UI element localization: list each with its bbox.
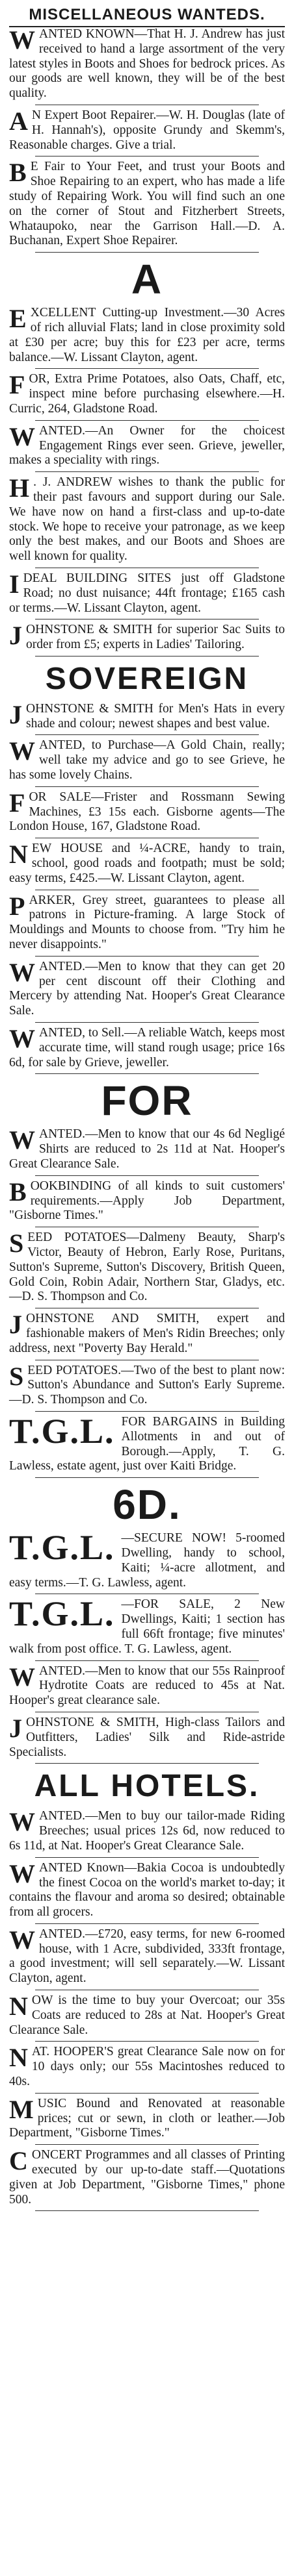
drop-cap: C — [9, 2146, 28, 2176]
ad-separator — [35, 252, 259, 253]
classified-ad — [9, 842, 285, 886]
tgl-mark: T.G.L. — [9, 1597, 115, 1634]
classified-column — [9, 0, 285, 2214]
classified-ad — [9, 891, 285, 953]
drop-cap: W — [9, 957, 35, 987]
ads-group-2 — [9, 306, 285, 657]
ad-separator — [35, 1022, 259, 1023]
drop-cap: F — [9, 370, 25, 400]
drop-cap: N — [9, 840, 28, 869]
classified-ad — [9, 306, 285, 365]
ad-text: ONCERT Programmes and all classes of Printing executed by our up-to-date staff.—Quotations given at Job Department, "Gisborne Times," phone 500. — [9, 2148, 285, 2207]
ad-text: ANTED KNOWN—That H. J. Andrew has just received to hand a large assortment of the very latest styles in Boots and Shoes for bedrock prices. As our goods are well known, they will be of the best quality. — [9, 27, 285, 101]
drop-cap: W — [9, 736, 35, 766]
ad-text: OHNSTONE AND SMITH, expert and fashionable makers of Men's Ridin Breeches; only address, next "Poverty Bay Herald." — [9, 1312, 285, 1355]
classified-ad — [9, 1664, 285, 1708]
drop-cap: H — [9, 473, 30, 503]
drop-cap: J — [9, 699, 22, 729]
banner-for: FOR — [101, 1077, 193, 1125]
ad-text: OR, Extra Prime Potatoes, also Oats, Chaff, etc, inspect mine before purchasing elsewhere.—H. Curric, 264, Gladstone Road. — [9, 372, 285, 416]
classified-ad — [9, 421, 285, 468]
classified-ad — [9, 1994, 285, 2038]
banner-6d: 6D. — [113, 1481, 181, 1529]
drop-cap: W — [9, 1662, 35, 1692]
drop-cap: W — [9, 25, 35, 55]
drop-cap: W — [9, 1807, 35, 1837]
ad-text: OHNSTONE & SMITH, High-class Tailors and Outfitters, Ladies' Silk and Ride-astride Specialists. — [9, 1715, 285, 1759]
ad-text: EW HOUSE and ¼-ACRE, handy to train, school, good roads and footpath; must be sold; easy terms, £425.—W. Lissant Clayton, agent. — [9, 842, 285, 885]
classified-ad — [9, 1179, 285, 1223]
drop-cap: W — [9, 1024, 35, 1054]
ad-text: USIC Bound and Renovated at reasonable prices; cut or sewn, in cloth or leather.—Job Department, "Gisborne Times." — [9, 2096, 285, 2140]
ad-separator — [35, 786, 259, 787]
classified-ad — [9, 738, 285, 782]
ad-separator — [35, 656, 259, 657]
tgl-ad-text: —FOR SALE, 2 New Dwellings, Kaiti; 1 section has full 66ft frontage; five minutes' walk from post office. T. G. Lawless, agent. — [9, 1597, 285, 1656]
ad-text: ANTED.—An Owner for the choicest Engagement Rings ever seen. Grieve, jeweller, makes a speciality with rings. — [9, 423, 285, 468]
drop-cap: B — [9, 158, 27, 188]
classified-ad — [9, 2148, 285, 2207]
ads-group-3 — [9, 699, 285, 1075]
ad-text: XCELLENT Cutting-up Investment.—30 Acres of rich alluvial Flats; land in close proximity sold at £30 per acre; buy this for £23 per acre, terms balance.—W. Lissant Clayton, agent. — [9, 306, 285, 364]
section-masthead: MISCELLANEOUS WANTEDS. — [29, 6, 265, 23]
ad-text: OOKBINDING of all kinds to suit customers' requirements.—Apply Job Department, "Gisborne Times." — [9, 1179, 285, 1223]
drop-cap: W — [9, 1858, 35, 1888]
drop-cap: W — [9, 421, 35, 451]
ad-separator — [35, 1073, 259, 1074]
tgl-ad-text: FOR BARGAINS in Building Allotments in and out of Borough.—Apply, T. G. Lawless, estate agent, just over Kaiti Bridge. — [9, 1414, 285, 1473]
ad-separator — [35, 2144, 259, 2145]
drop-cap: I — [9, 569, 20, 599]
ad-text: E Fair to Your Feet, and trust your Boots and Shoe Repairing to an expert, who has made a life study of Repairing Work. You will find such an one on the corner of Stout and Fitzherbert Streets, Whataupoko, near the Garrison Hall.—D. A. Buchanan, Expert Shoe Repairer. — [9, 160, 285, 248]
ad-text: ANTED.—Men to know that our 55s Rainproof Hydrotite Coats are reduced to 45s at Nat. Hooper's great clearance sale. — [9, 1664, 285, 1708]
classified-ad — [9, 957, 285, 1019]
classified-ad — [9, 571, 285, 616]
ad-text: ANTED, to Purchase—A Gold Chain, really; well take my advice and go to see Grieve, he has some lovely Chains. — [9, 738, 285, 782]
drop-cap: J — [9, 1713, 22, 1743]
ads-group-1 — [9, 27, 285, 253]
ad-text: . J. ANDREW wishes to thank the public for their past favours and support during our Sale. We have now on hand a first-class and up-to-date stock. We hope to receive your patronage, as we keep only the best makes, and our Boots and Shoes are well known for quality. — [9, 475, 285, 564]
ad-separator — [35, 2093, 259, 2094]
ad-text: ANTED.—Men to know that they can get 20 per cent discount off their Clothing and Mercery by attending Nat. Hooper's Great Clearance Sale. — [9, 959, 285, 1018]
ad-separator — [35, 1411, 259, 1412]
ad-separator — [35, 1660, 259, 1661]
tgl-ad-2 — [9, 1531, 285, 1590]
classified-ad — [9, 1858, 285, 1920]
ad-text: ANTED Known—Bakia Cocoa is undoubtedly the finest Cocoa on the world's market to-day; it contains the flavour and aroma so desired; obtainable from all grocers. — [9, 1860, 285, 1919]
ad-text: ANTED.—Men to know that our 4s 6d Negligé Shirts are reduced to 2s 11d at Nat. Hooper's Great Clearance Sale. — [9, 1127, 285, 1171]
tgl-ad-1 — [9, 1415, 285, 1474]
tgl-mark: T.G.L. — [9, 1414, 115, 1451]
ads-group-5 — [9, 1664, 285, 1764]
classified-ad — [9, 1809, 285, 1853]
drop-cap: S — [9, 1361, 24, 1391]
drop-cap: N — [9, 1992, 28, 2021]
ad-separator — [35, 2210, 259, 2211]
ad-text: ANTED.—Men to buy our tailor-made Riding Breeches; usual prices 12s 6d, now reduced to 6s 11d, at Nat. Hooper's Great Clearance Sale. — [9, 1809, 285, 1853]
ad-text: OW is the time to buy your Overcoat; our 35s Coats are reduced to 28s at Nat. Hooper's Great Clearance Sale. — [9, 1994, 285, 2037]
banner-sovereign: SOVEREIGN — [45, 661, 249, 696]
ads-group-6 — [9, 1809, 285, 2211]
drop-cap: W — [9, 1125, 35, 1155]
ad-text: OHNSTONE & SMITH for Men's Hats in every shade and colour; newest shapes and best value. — [26, 701, 285, 731]
classified-ad — [9, 1713, 285, 1760]
drop-cap: E — [9, 304, 27, 334]
ad-separator — [35, 956, 259, 957]
classified-ad — [9, 2094, 285, 2141]
banner-all-hotels: ALL HOTELS. — [34, 1769, 260, 1804]
ad-text: N Expert Boot Repairer.—W. H. Douglas (late of H. Hannah's), opposite Grundy and Skemm's, Reasonable charges. Give a trial. — [9, 108, 285, 152]
ad-text: ANTED.—£720, easy terms, for new 6-roomed house, with 1 Acre, subdivided, 333ft frontage, a good investment; will sell separately.—W. Lissant Clayton, agent. — [9, 1927, 285, 1986]
ads-group-4 — [9, 1127, 285, 1412]
classified-ad — [9, 1231, 285, 1305]
ad-text: ARKER, Grey street, guarantees to please all patrons in Picture-framing. A large Stock of Mouldings and Mounts to choose from. "Try him he never disappoints." — [9, 893, 285, 952]
classified-ad — [9, 790, 285, 834]
classified-ad — [9, 475, 285, 564]
ad-text: OHNSTONE & SMITH for superior Sac Suits to order from £5; experts in Ladies' Tailoring. — [26, 623, 285, 652]
classified-ad — [9, 27, 285, 101]
classified-ad — [9, 699, 285, 732]
classified-ad — [9, 1927, 285, 1986]
classified-ad — [9, 1127, 285, 1171]
drop-cap: N — [9, 2043, 28, 2073]
classified-ad — [9, 372, 285, 416]
tgl-ad-3 — [9, 1597, 285, 1657]
tgl-ad-text: —SECURE NOW! 5-roomed Dwelling, handy to school, Kaiti; ¼-acre allotment, and easy terms.—T. G. Lawless, agent. — [9, 1531, 285, 1590]
ad-separator — [35, 734, 259, 735]
tgl-mark: T.G.L. — [9, 1531, 115, 1568]
ad-separator — [35, 1175, 259, 1176]
ad-separator — [35, 2041, 259, 2042]
classified-ad — [9, 1026, 285, 1070]
drop-cap: A — [9, 106, 28, 136]
banner-a: A — [131, 256, 163, 303]
ad-separator — [35, 1763, 259, 1764]
classified-ad — [9, 1361, 285, 1408]
ad-separator — [35, 1477, 259, 1478]
drop-cap: F — [9, 788, 25, 818]
drop-cap: S — [9, 1229, 24, 1258]
ad-separator — [35, 420, 259, 421]
classified-ad — [9, 623, 285, 653]
ad-text: EED POTATOES.—Two of the best to plant now: Sutton's Abundance and Sutton's Early Supreme.—D. S. Thompson and Co. — [9, 1363, 285, 1407]
drop-cap: B — [9, 1177, 27, 1207]
drop-cap: J — [9, 1310, 22, 1340]
ad-text: ANTED, to Sell.—A reliable Watch, keeps most accurate time, will stand rough usage; price 16s 6d, for sale by Grieve, jeweller. — [9, 1026, 285, 1069]
drop-cap: J — [9, 621, 22, 651]
ad-text: EED POTATOES—Dalmeny Beauty, Sharp's Victor, Beauty of Hebron, Early Rose, Puritans, Sutton's Supreme, Sutton's Discovery, British Queen, Gold Coin, Robin Adair, Northern Star, Gladys, etc.—D. S. Thompson and Co. — [9, 1231, 285, 1304]
classified-ad — [9, 2045, 285, 2089]
classified-ad — [9, 160, 285, 249]
ad-text: OR SALE—Frister and Rossmann Sewing Machines, £3 15s each. Gisborne agents—The London House, 167, Gladstone Road. — [9, 790, 285, 834]
ad-separator — [35, 1857, 259, 1858]
drop-cap: P — [9, 891, 25, 921]
ad-text: DEAL BUILDING SITES just off Gladstone Road; no dust nuisance; 44ft frontage; £165 cash or terms.—W. Lissant Clayton, agent. — [9, 571, 285, 615]
ad-text: AT. HOOPER'S great Clearance Sale now on for 10 days only; our 55s Macintoshes reduced to 40s. — [9, 2045, 285, 2089]
drop-cap: W — [9, 1925, 35, 1955]
drop-cap: M — [9, 2094, 34, 2124]
ad-separator — [35, 1923, 259, 1924]
classified-ad — [9, 108, 285, 153]
classified-ad — [9, 1312, 285, 1356]
ad-separator — [35, 471, 259, 472]
ad-separator — [35, 368, 259, 369]
